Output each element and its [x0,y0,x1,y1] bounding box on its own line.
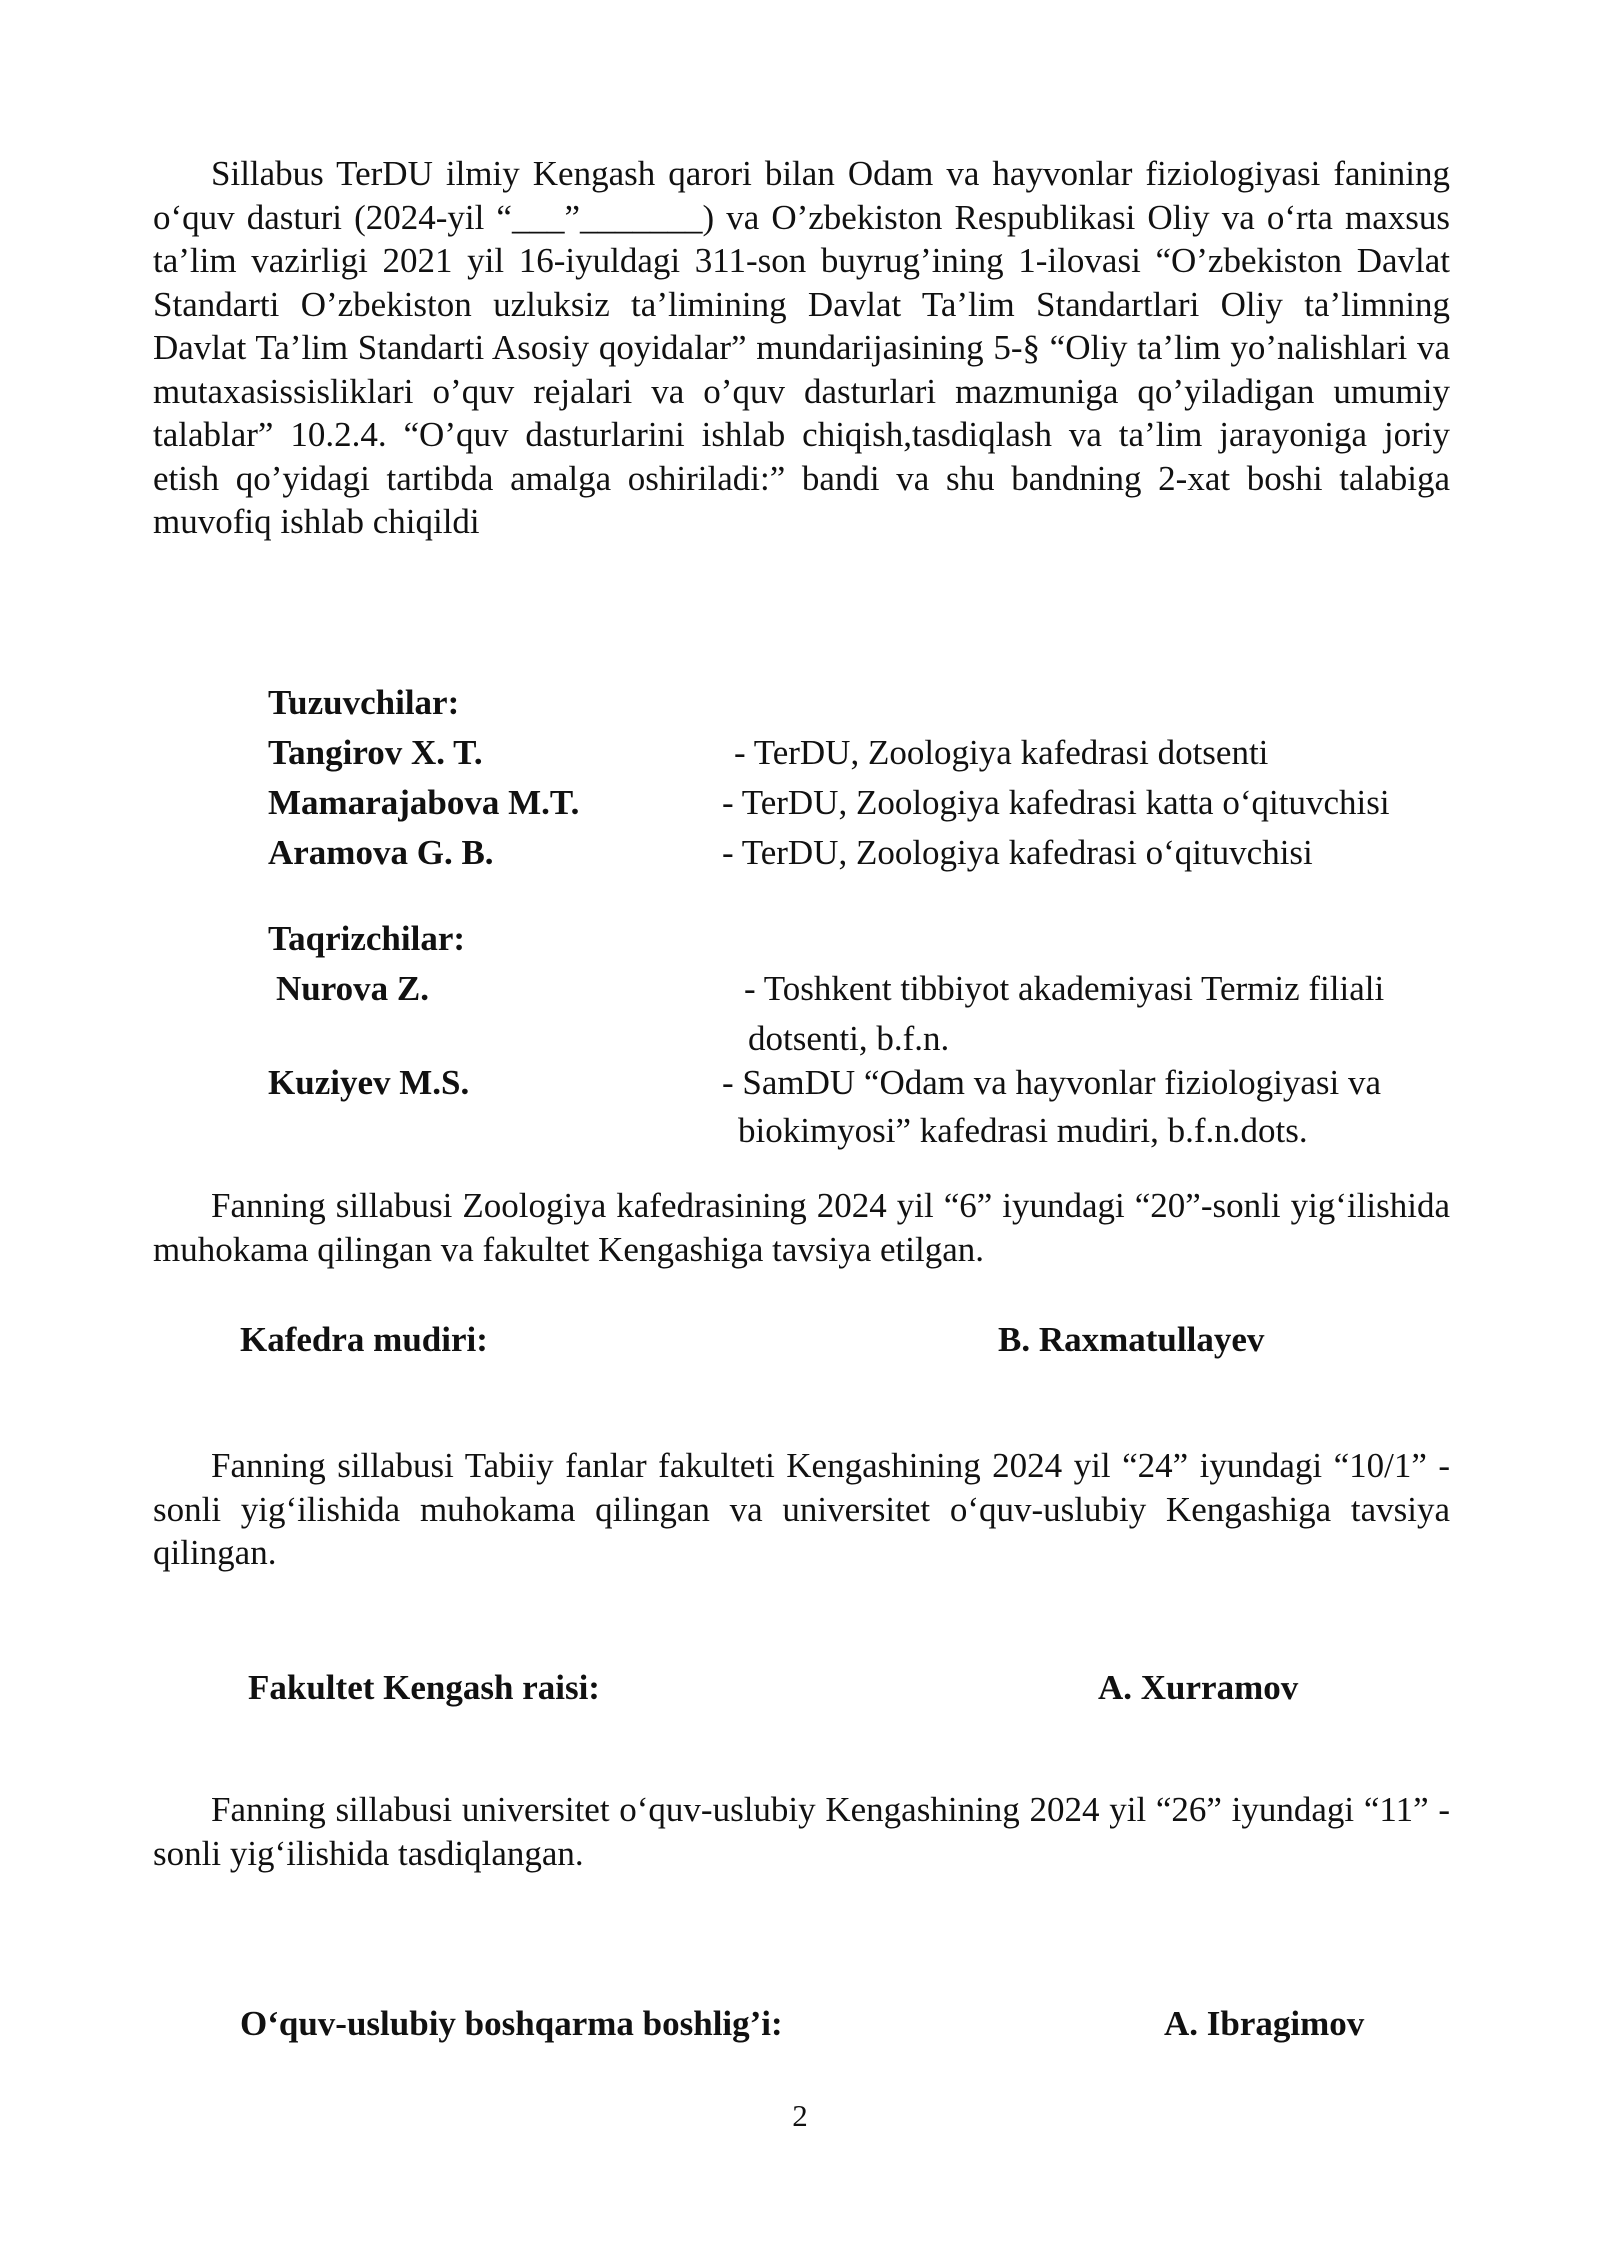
intro-paragraph: Sillabus TerDU ilmiy Kengash qarori bilan Odam va hayvonlar fiziologiyasi fanining o‘quv dasturi (2024-yil “___”_______) va O’zbekiston Respublikasi Oliy va o‘rta maxsus ta’lim vazirligi 2021 yil 16-iyuldagi 311-son buyrug’ining 1-ilovasi “O’zbekiston Davlat Standarti O’zbekiston uzluksiz ta’limining Davlat Ta’lim Standartlari Oliy ta’limning Davlat Ta’lim Standarti Asosiy qoyidalar” mundarijasining 5-§ “Oliy ta’lim yo’nalishlari va mutaxasissisliklari o’quv rejalari va o’quv dasturlari mazmuniga qo’yiladigan umumiy talablar” 10.2.4. “O’quv dasturlarini ishlab chiqish,tasdiqlash va ta’lim jarayoniga joriy etish qo’yidagi tartibda amalga oshiriladi:” bandi va shu bandning 2-xat boshi talabiga muvofiq ishlab chiqildi [153,154,1450,541]
academic-office-head-name: A. Ibragimov [1164,2004,1365,2043]
authors-heading: Tuzuvchilar: [268,683,460,722]
academic-office-head-title: O‘quv-uslubiy boshqarma boshlig’i: [240,2004,783,2043]
page-number: 2 [792,2098,808,2133]
department-approval-paragraph: Fanning sillabusi Zoologiya kafedrasining 2024 yil “6” iyundagi “20”-sonli yig‘ilishida muhokama qilingan va fakultet Kengashiga tavsiya etilgan. [153,1186,1450,1269]
reviewer-name: Kuziyev M.S. [268,1063,470,1102]
reviewer-role: - SamDU “Odam va hayvonlar fiziologiyasi va [722,1063,1381,1102]
author-name: Aramova G. B. [268,833,494,872]
author-name: Tangirov X. T. [268,733,483,772]
faculty-council-chair-name: A. Xurramov [1098,1668,1299,1707]
author-role: - TerDU, Zoologiya kafedrasi o‘qituvchisi [722,833,1313,872]
reviewers-heading: Taqrizchilar: [268,919,466,958]
faculty-approval-paragraph: Fanning sillabusi Tabiiy fanlar fakulteti Kengashining 2024 yil “24” iyundagi “10/1” -sonli yig‘ilishida muhokama qilingan va universitet o‘quv-uslubiy Kengashiga tavsiya qilingan. [153,1446,1450,1572]
reviewer-role-continued: biokimyosi” kafedrasi mudiri, b.f.n.dots. [738,1111,1308,1150]
reviewer-role: - Toshkent tibbiyot akademiyasi Termiz filiali [744,969,1385,1008]
department-head-name: B. Raxmatullayev [998,1320,1265,1359]
university-approval-paragraph: Fanning sillabusi universitet o‘quv-uslubiy Kengashining 2024 yil “26” iyundagi “11” -sonli yig‘ilishida tasdiqlangan. [153,1790,1450,1873]
author-role: - TerDU, Zoologiya kafedrasi dotsenti [734,733,1269,772]
faculty-council-chair-title: Fakultet Kengash raisi: [248,1668,600,1707]
author-name: Mamarajabova M.T. [268,783,580,822]
reviewer-name: Nurova Z. [276,969,429,1008]
reviewer-role-continued: dotsenti, b.f.n. [748,1019,950,1058]
author-role: - TerDU, Zoologiya kafedrasi katta o‘qituvchisi [722,783,1390,822]
department-head-title: Kafedra mudiri: [240,1320,488,1359]
